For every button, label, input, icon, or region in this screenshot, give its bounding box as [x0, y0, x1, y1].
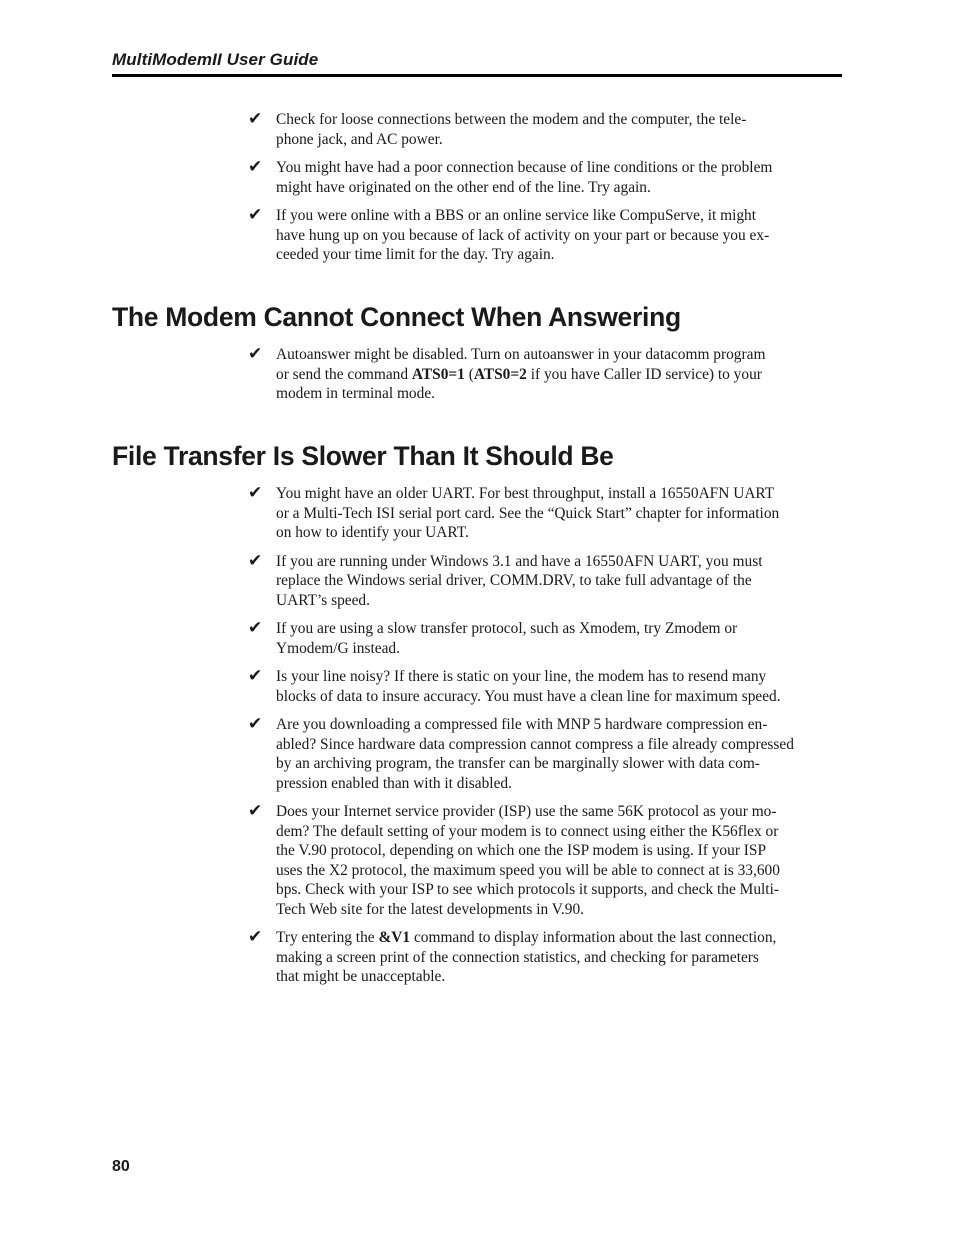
bullet-text: [276, 620, 737, 657]
checkmark-icon: ✔: [248, 801, 263, 821]
text-run: bps. Check with your ISP to see which protocols it supports, and check the Multi-: [276, 881, 779, 898]
command-text: ATS0=1: [411, 365, 465, 383]
bullet-item: [248, 484, 848, 543]
bullet-item: [248, 552, 848, 611]
bullet-item: [248, 345, 848, 404]
bullet-text: [276, 553, 762, 609]
checkmark-icon: ✔: [248, 666, 263, 686]
text-run: or a Multi-Tech ISI serial port card. See the “Quick Start” chapter for information: [276, 504, 780, 522]
command-text: &V1: [378, 929, 411, 946]
bullet-item: [248, 158, 848, 197]
bullet-item: [248, 667, 848, 706]
text-run: uses the X2 protocol, the maximum speed you will be able to connect at is 33,600: [276, 861, 780, 879]
bullet-text: [276, 929, 776, 985]
text-run: modem in terminal mode.: [276, 385, 436, 402]
text-run: replace the Windows serial driver, COMM.DRV, to take full advantage of the: [276, 572, 752, 589]
checkmark-icon: ✔: [248, 483, 263, 503]
text-run: command to display information about the last connection,: [410, 929, 777, 946]
running-header-title: MultiModemII User Guide: [112, 50, 319, 69]
bullet-item: [248, 206, 848, 265]
checkmark-icon: ✔: [248, 109, 263, 129]
text-run: might have originated on the other end of the line. Try again.: [276, 178, 651, 196]
text-run: or send the command: [276, 365, 412, 383]
bullet-item: [248, 928, 848, 987]
text-run: phone jack, and AC power.: [276, 130, 443, 148]
bullet-text: [276, 111, 746, 148]
text-run: on how to identify your UART.: [276, 524, 469, 541]
section-heading-modem-cannot-connect: The Modem Cannot Connect When Answering: [112, 302, 681, 332]
text-run: the V.90 protocol, depending on which one the ISP modem is using. If your ISP: [276, 842, 767, 859]
checkmark-icon: ✔: [248, 618, 263, 638]
text-run: Autoanswer might be disabled. Turn on autoanswer in your datacomm program: [276, 346, 766, 363]
text-run: blocks of data to insure accuracy. You must have a clean line for maximum speed.: [276, 687, 781, 705]
bullet-item: [248, 110, 848, 149]
bullet-item: [248, 619, 848, 658]
text-run: ceeded your time limit for the day. Try again.: [276, 246, 555, 263]
text-run: Are you downloading a compressed file with MNP 5 hardware compression en-: [276, 716, 768, 733]
text-run: (: [464, 365, 474, 383]
checkmark-icon: ✔: [248, 714, 263, 734]
text-run: Does your Internet service provider (ISP) use the same 56K protocol as your mo-: [276, 803, 777, 820]
bullet-item: [248, 715, 848, 793]
text-run: that might be unacceptable.: [276, 968, 446, 985]
checkmark-icon: ✔: [248, 344, 263, 364]
text-run: Tech Web site for the latest developments in V.90.: [276, 900, 584, 918]
section-heading-file-transfer-slower: File Transfer Is Slower Than It Should Be: [112, 441, 614, 471]
text-run: If you are running under Windows 3.1 and have a 16550AFN UART, you must: [276, 552, 763, 570]
text-run: Is your line noisy? If there is static on your line, the modem has to resend many: [276, 668, 767, 685]
text-run: have hung up on you because of lack of activity on your part or because you ex-: [276, 226, 770, 244]
text-run: dem? The default setting of your modem is to connect using either the K56flex or: [276, 822, 779, 840]
answering-bullet-list: [248, 345, 848, 413]
text-run: pression enabled than with it disabled.: [276, 774, 512, 792]
text-run: If you are using a slow transfer protocol, such as Xmodem, try Zmodem or: [276, 620, 738, 637]
bullet-item: [248, 802, 848, 919]
text-run: You might have had a poor connection because of line conditions or the problem: [276, 159, 773, 176]
bullet-text: [276, 346, 765, 402]
checkmark-icon: ✔: [248, 550, 263, 571]
text-run: You might have an older UART. For best throughput, install a 16550AFN UART: [276, 485, 775, 502]
command-text: ATS0=2: [473, 365, 527, 383]
text-run: UART’s speed.: [276, 591, 370, 609]
bullet-text: [276, 803, 780, 918]
page-number: 80: [112, 1158, 130, 1175]
text-run: Try entering the: [276, 929, 379, 946]
text-run: if you have Caller ID service) to your: [526, 365, 762, 383]
text-run: Check for loose connections between the modem and the computer, the tele-: [276, 111, 747, 128]
bullet-text: [276, 159, 772, 196]
intro-bullet-list: [248, 110, 848, 274]
bullet-text: [276, 668, 781, 705]
checkmark-icon: ✔: [248, 927, 263, 947]
text-run: If you were online with a BBS or an online service like CompuServe, it might: [276, 207, 757, 224]
text-run: Ymodem/G instead.: [276, 639, 400, 657]
checkmark-icon: ✔: [248, 157, 263, 177]
text-run: abled? Since hardware data compression cannot compress a file already compressed: [276, 735, 794, 753]
bullet-text: [276, 716, 794, 792]
checkmark-icon: ✔: [248, 205, 263, 225]
header-rule: [112, 74, 842, 77]
text-run: making a screen print of the connection statistics, and checking for parameters: [276, 948, 759, 966]
bullet-text: [276, 485, 779, 541]
text-run: by an archiving program, the transfer can be marginally slower with data com-: [276, 755, 760, 772]
bullet-text: [276, 207, 769, 263]
file-transfer-bullet-list: [248, 484, 848, 996]
